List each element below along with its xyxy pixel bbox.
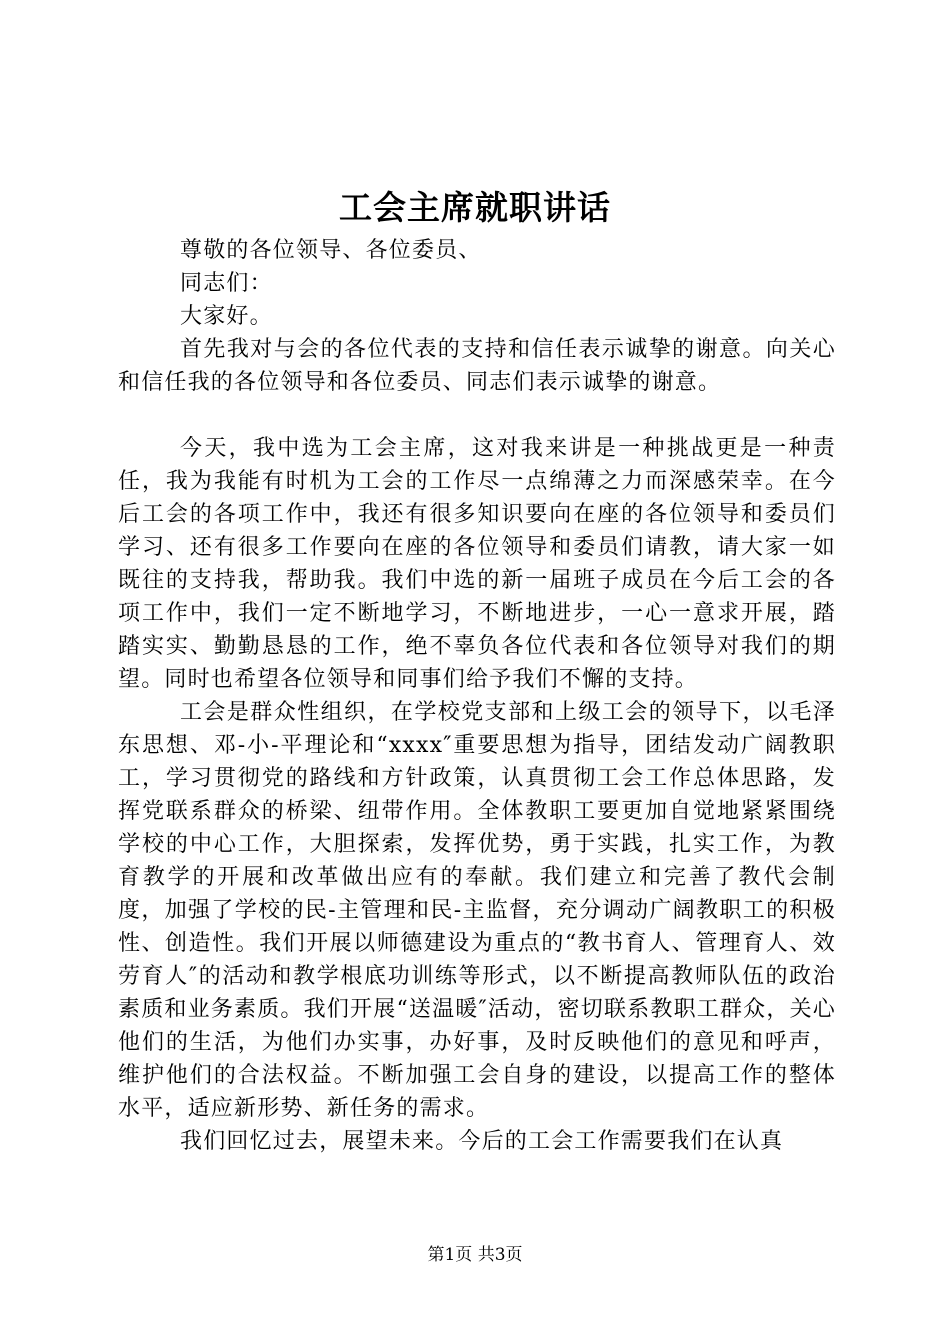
document-title: 工会主席就职讲话 — [339, 188, 611, 227]
document-body — [118, 234, 836, 1158]
greeting-line: 大家好。 — [180, 304, 273, 329]
page-number-footer: 第1页 共3页 — [427, 1245, 523, 1265]
paragraph-elected: 今天，我中选为工会主席，这对我来讲是一种挑战更是一种责任，我为我能有时机为工会的工作尽一点绵薄之力而深感荣幸。在今后工会的各项工作中，我还有很多知识要向在座的各位领导和委员们学习、还有很多工作要向在座的各位领导和委员们请教，请大家一如既往的支持我，帮助我。我们中选的新一届班子成员在今后工会的各项工作中，我们一定不断地学习，不断地进步，一心一意求开展，踏踏实实、勤勤恳恳的工作，绝不辜负各位代表和各位领导对我们的期望。同时也希望各位领导和同事们给予我们不懈的支持。 — [118, 436, 836, 692]
paragraph-looking-ahead: 我们回忆过去，展望未来。今后的工会工作需要我们在认真 — [180, 1129, 784, 1154]
salutation-line-1: 尊敬的各位领导、各位委员、 — [180, 238, 482, 263]
paragraph-union-work: 工会是群众性组织，在学校党支部和上级工会的领导下，以毛泽东思想、邓-小-平理论和“xxxx″重要思想为指导，团结发动广阔教职工，学习贯彻党的路线和方针政策，认真贯彻工会工作总体思路，发挥党联系群众的桥梁、纽带作用。全体教职工要更加自觉地紧紧围绕学校的中心工作，大胆探索，发挥优势，勇于实践，扎实工作，为教育教学的开展和改革做出应有的奉献。我们建立和完善了教代会制度，加强了学校的民-主管理和民-主监督，充分调动广阔教职工的积极性、创造性。我们开展以师德建设为重点的“教书育人、管理育人、效劳育人″的活动和教学根底功训练等形式，以不断提高教师队伍的政治素质和业务素质。我们开展“送温暖″活动，密切联系教职工群众，关心他们的生活，为他们办实事，办好事，及时反映他们的意见和呼声，维护他们的合法权益。不断加强工会自身的建设，以提高工作的整体水平，适应新形势、新任务的需求。 — [118, 700, 836, 1121]
salutation-line-2: 同志们： — [180, 271, 273, 296]
paragraph-thanks: 首先我对与会的各位代表的支持和信任表示诚挚的谢意。向关心和信任我的各位领导和各位委员、同志们表示诚挚的谢意。 — [118, 337, 836, 395]
paragraph-spacer — [118, 399, 836, 432]
